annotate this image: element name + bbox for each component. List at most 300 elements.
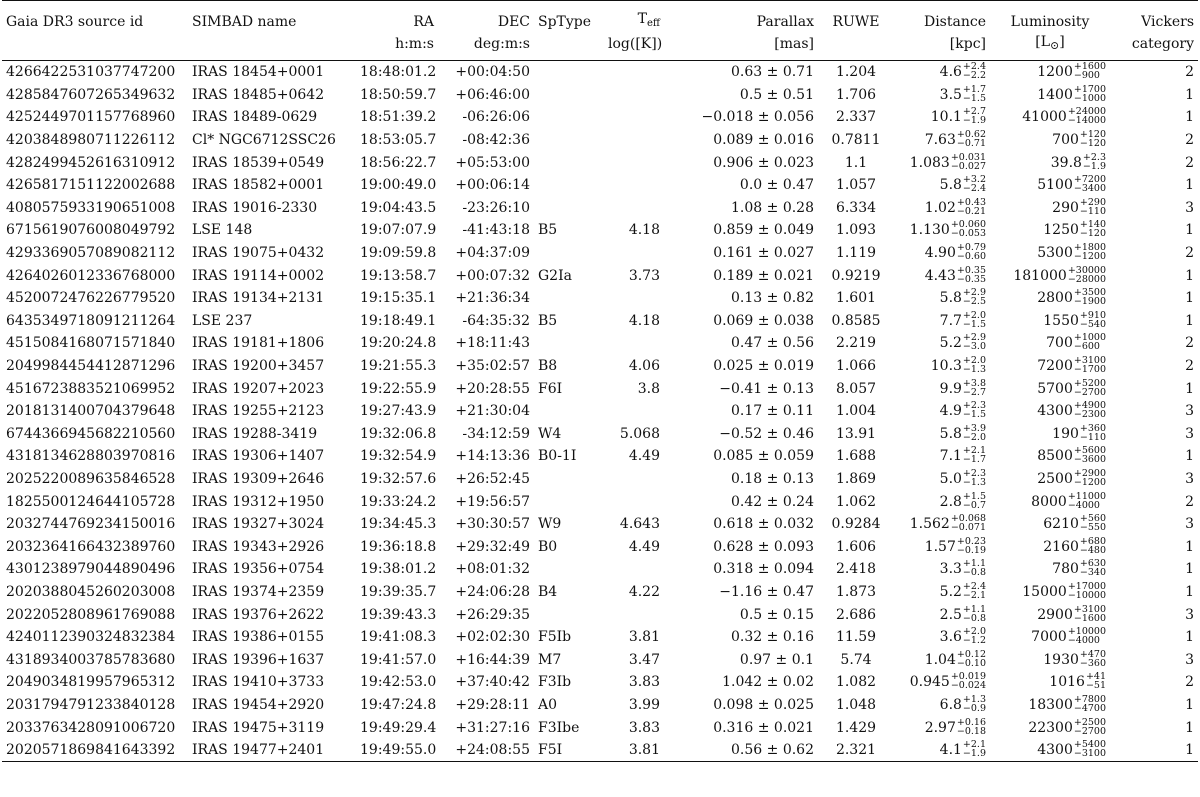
cell-teff: 3.83 [628, 674, 660, 691]
cell-ra: 19:41:57.0 [360, 651, 437, 668]
cell-luminosity-errors [1074, 85, 1106, 103]
unit-lum-pre: [L [1035, 34, 1051, 50]
cell-luminosity-errors [1080, 424, 1106, 442]
cell-distance-lower-error: −0.35 [956, 273, 986, 285]
cell-teff [604, 490, 664, 513]
cell-distance-errors [963, 695, 986, 713]
cell-distance-errors [951, 514, 986, 532]
cell-teff [604, 61, 664, 84]
cell-gaia-id: 4318934003785783680 [6, 651, 176, 668]
cell-teff [604, 197, 664, 220]
cell-luminosity-value: 780 [1052, 561, 1079, 578]
cell-gaia-id: 4080575933190651008 [6, 199, 176, 216]
cell-distance-value: 3.5 [939, 86, 962, 103]
header-teff-sub: eff [646, 18, 660, 29]
cell-luminosity-upper-error: +140 [1079, 219, 1106, 231]
cell-luminosity-lower-error: −4000 [1067, 499, 1100, 511]
cell-distance-upper-error: +2.1 [962, 445, 986, 457]
cell-distance-upper-error: +0.12 [956, 648, 986, 660]
cell-distance-value: 4.9 [939, 403, 962, 420]
cell-distance-upper-error: +2.0 [962, 626, 986, 638]
cell-luminosity-upper-error: +120 [1079, 129, 1106, 141]
cell-vickers: 1 [1185, 583, 1194, 600]
cell-dec: +18:11:43 [455, 335, 530, 352]
cell-luminosity-value: 1550 [1043, 312, 1079, 329]
cell-teff: 4.643 [619, 516, 660, 533]
cell-luminosity [990, 197, 1110, 220]
cell-parallax: 0.318 ± 0.094 [713, 561, 814, 578]
cell-ruwe: 0.8585 [831, 312, 881, 329]
cell-luminosity [990, 84, 1110, 107]
cell-vickers: 3 [1185, 403, 1194, 420]
cell-luminosity-upper-error: +360 [1079, 422, 1106, 434]
cell-distance-value: 1.083 [909, 154, 950, 171]
cell-distance-errors [963, 379, 986, 397]
cell-ruwe: 2.418 [835, 561, 877, 578]
cell-vickers: 3 [1185, 606, 1194, 623]
cell-parallax: 0.098 ± 0.025 [713, 696, 814, 713]
cell-distance-errors [963, 605, 986, 623]
cell-distance [894, 129, 990, 152]
cell-distance-lower-error: −1.5 [962, 409, 986, 421]
cell-simbad-name: IRAS 19327+3024 [192, 516, 325, 533]
cell-distance-errors [957, 266, 986, 284]
cell-ra: 18:48:01.2 [360, 64, 437, 81]
cell-ruwe: 1.004 [835, 403, 877, 420]
cell-gaia-id: 2049984454412871296 [6, 358, 176, 375]
cell-luminosity-value: 2500 [1037, 470, 1073, 487]
cell-distance-lower-error: −1.2 [962, 635, 986, 647]
cell-luminosity-lower-error: −540 [1079, 318, 1106, 330]
cell-gaia-id: 4266422531037747200 [6, 64, 176, 81]
cell-gaia-id: 4282499452616310912 [6, 154, 176, 171]
cell-distance-value: 10.1 [930, 109, 962, 126]
cell-distance-value: 5.8 [939, 290, 962, 307]
cell-ruwe: 13.91 [835, 425, 877, 442]
cell-luminosity-value: 5300 [1037, 245, 1073, 262]
cell-luminosity-lower-error: −110 [1079, 205, 1106, 217]
cell-ra: 19:22:55.9 [360, 380, 437, 397]
cell-luminosity-lower-error: −120 [1079, 138, 1106, 150]
cell-simbad-name: LSE 148 [192, 222, 253, 239]
cell-parallax: −1.16 ± 0.47 [719, 583, 814, 600]
cell-luminosity-upper-error: +1000 [1073, 332, 1106, 344]
table-row [2, 535, 1198, 558]
cell-distance [894, 174, 990, 197]
cell-distance-value: 5.0 [939, 470, 962, 487]
table-row [2, 129, 1198, 152]
cell-luminosity [990, 264, 1110, 287]
cell-distance-errors [963, 85, 986, 103]
cell-distance-lower-error: −0.053 [950, 228, 986, 240]
cell-distance-errors [963, 107, 986, 125]
cell-simbad-name: IRAS 19200+3457 [192, 358, 325, 375]
header-teff-main: T [637, 11, 647, 27]
cell-simbad-name: IRAS 18489-0629 [192, 109, 318, 126]
cell-distance-lower-error: −0.027 [950, 160, 986, 172]
table-row [2, 558, 1198, 581]
cell-sptype: F5I [538, 742, 563, 759]
cell-sptype [534, 603, 604, 626]
cell-simbad-name: IRAS 19016-2330 [192, 199, 318, 216]
unit-dec: deg:m:s [473, 36, 530, 52]
cell-luminosity-lower-error: −51 [1085, 680, 1106, 692]
cell-distance-upper-error: +2.4 [962, 61, 986, 73]
cell-sptype [534, 400, 604, 423]
cell-vickers: 1 [1185, 177, 1194, 194]
cell-distance-lower-error: −0.10 [956, 657, 986, 669]
cell-dec: +21:30:04 [455, 403, 530, 420]
cell-ra: 19:47:24.8 [360, 696, 437, 713]
cell-sptype: B0 [538, 538, 558, 555]
cell-sptype [534, 84, 604, 107]
cell-distance-value: 1.02 [924, 199, 956, 216]
cell-simbad-name: IRAS 19309+2646 [192, 470, 325, 487]
cell-distance-errors [957, 650, 986, 668]
cell-ra: 19:41:08.3 [360, 629, 437, 646]
cell-luminosity-value: 1400 [1037, 86, 1073, 103]
cell-sptype: M7 [538, 651, 562, 668]
cell-gaia-id: 4293369057089082112 [6, 245, 176, 262]
cell-luminosity-value: 190 [1052, 425, 1079, 442]
cell-luminosity-value: 1250 [1043, 222, 1079, 239]
cell-vickers: 2 [1185, 64, 1194, 81]
cell-luminosity-upper-error: +5400 [1073, 739, 1106, 751]
table-row [2, 626, 1198, 649]
cell-distance-value: 3.6 [939, 629, 962, 646]
cell-ra: 19:49:55.0 [360, 742, 437, 759]
cell-luminosity-errors [1074, 333, 1106, 351]
cell-vickers: 1 [1185, 109, 1194, 126]
cell-luminosity-upper-error: +5600 [1073, 445, 1106, 457]
cell-distance-lower-error: −1.7 [962, 454, 986, 466]
header-luminosity: Luminosity [1010, 13, 1090, 30]
cell-vickers: 2 [1185, 335, 1194, 352]
cell-distance-errors [963, 582, 986, 600]
header-distance: Distance [923, 13, 986, 30]
cell-luminosity-errors [1068, 492, 1106, 510]
cell-distance [894, 445, 990, 468]
cell-luminosity-errors [1080, 514, 1106, 532]
table-row [2, 332, 1198, 355]
cell-luminosity-upper-error: +1800 [1073, 242, 1106, 254]
cell-luminosity-lower-error: −120 [1079, 228, 1106, 240]
cell-distance-upper-error: +2.3 [962, 400, 986, 412]
cell-teff [604, 603, 664, 626]
cell-luminosity [990, 468, 1110, 491]
cell-simbad-name: LSE 237 [192, 312, 253, 329]
cell-dec: +14:13:36 [455, 448, 530, 465]
cell-ruwe: 1.066 [835, 358, 877, 375]
cell-dec: +04:37:09 [455, 245, 530, 262]
cell-vickers: 2 [1185, 358, 1194, 375]
cell-ruwe: 1.606 [835, 538, 877, 555]
cell-vickers: 1 [1185, 561, 1194, 578]
cell-luminosity-value: 700 [1046, 335, 1073, 352]
cell-vickers: 1 [1185, 696, 1194, 713]
table-row [2, 581, 1198, 604]
cell-luminosity-upper-error: +2500 [1073, 716, 1106, 728]
cell-distance-errors [957, 537, 986, 555]
cell-distance-errors [963, 492, 986, 510]
cell-parallax: 0.5 ± 0.15 [739, 606, 814, 623]
cell-simbad-name: Cl* NGC6712SSC26 [192, 132, 336, 149]
cell-gaia-id: 1825500124644105728 [6, 493, 176, 510]
cell-luminosity-errors [1068, 107, 1106, 125]
cell-ra: 19:15:35.1 [360, 290, 437, 307]
cell-distance-upper-error: +0.62 [956, 129, 986, 141]
cell-gaia-id: 2022052808961769088 [6, 606, 176, 623]
cell-gaia-id: 4318134628803970816 [6, 448, 176, 465]
cell-distance-errors [963, 401, 986, 419]
cell-simbad-name: IRAS 19386+0155 [192, 629, 325, 646]
cell-sptype: W9 [538, 516, 562, 533]
cell-sptype: B8 [538, 358, 558, 375]
cell-distance [894, 106, 990, 129]
cell-luminosity-value: 1016 [1049, 674, 1085, 691]
cell-luminosity-upper-error: +1700 [1073, 83, 1106, 95]
cell-luminosity [990, 106, 1110, 129]
cell-distance [894, 603, 990, 626]
cell-sptype: B5 [538, 312, 558, 329]
cell-distance-lower-error: −2.1 [962, 589, 986, 601]
cell-simbad-name: IRAS 19454+2920 [192, 696, 325, 713]
cell-distance [894, 513, 990, 536]
cell-distance [894, 61, 990, 84]
cell-gaia-id: 4265817151122002688 [6, 177, 176, 194]
cell-luminosity-value: 1930 [1043, 651, 1079, 668]
cell-parallax: 0.47 ± 0.56 [731, 335, 814, 352]
unit-sptype-empty [534, 33, 604, 61]
cell-gaia-id: 2031794791233840128 [6, 696, 176, 713]
cell-luminosity-lower-error: −2700 [1073, 386, 1106, 398]
cell-distance [894, 219, 990, 242]
header-dec: DEC [497, 13, 530, 30]
cell-parallax: 0.906 ± 0.023 [713, 154, 814, 171]
cell-gaia-id: 4264026012336768000 [6, 267, 176, 284]
cell-teff [604, 332, 664, 355]
cell-distance-errors [963, 740, 986, 758]
cell-ra: 19:20:24.8 [360, 335, 437, 352]
cell-sptype [534, 242, 604, 265]
table-row [2, 694, 1198, 717]
cell-gaia-id: 4515084168071571840 [6, 335, 176, 352]
cell-ra: 18:51:39.2 [360, 109, 437, 126]
cell-dec: +21:36:34 [455, 290, 530, 307]
cell-distance-value: 1.57 [924, 538, 956, 555]
cell-gaia-id: 2020571869841643392 [6, 742, 176, 759]
cell-teff [604, 468, 664, 491]
cell-distance [894, 242, 990, 265]
cell-ruwe: 1.869 [835, 470, 877, 487]
cell-distance-upper-error: +0.068 [950, 513, 986, 525]
cell-luminosity-lower-error: −2300 [1073, 409, 1106, 421]
cell-vickers: 1 [1185, 448, 1194, 465]
cell-luminosity [990, 151, 1110, 174]
cell-teff [604, 287, 664, 310]
cell-dec: +26:52:45 [455, 470, 530, 487]
cell-dec: +16:44:39 [455, 651, 530, 668]
cell-luminosity-value: 7000 [1031, 629, 1067, 646]
cell-gaia-id: 4520072476226779520 [6, 290, 176, 307]
cell-distance-value: 4.90 [924, 245, 956, 262]
cell-distance-lower-error: −0.7 [962, 499, 986, 511]
cell-distance-upper-error: +2.4 [962, 580, 986, 592]
cell-parallax: 0.189 ± 0.021 [713, 267, 814, 284]
cell-ra: 19:00:49.0 [360, 177, 437, 194]
cell-luminosity-lower-error: −1700 [1073, 364, 1106, 376]
cell-dec: -34:12:59 [462, 425, 530, 442]
cell-luminosity-lower-error: −4700 [1073, 702, 1106, 714]
cell-luminosity [990, 671, 1110, 694]
cell-luminosity-upper-error: +41 [1085, 671, 1106, 683]
cell-luminosity [990, 603, 1110, 626]
cell-teff: 4.49 [628, 538, 660, 555]
cell-luminosity-errors [1074, 379, 1106, 397]
table-row [2, 603, 1198, 626]
cell-distance-upper-error: +0.23 [956, 535, 986, 547]
cell-distance-upper-error: +0.35 [956, 264, 986, 276]
cell-distance-value: 1.562 [909, 516, 950, 533]
cell-parallax: 0.085 ± 0.059 [713, 448, 814, 465]
cell-ruwe: 1.873 [835, 583, 877, 600]
cell-luminosity-errors [1083, 153, 1106, 171]
table-header [2, 1, 1198, 61]
cell-simbad-name: IRAS 19374+2359 [192, 583, 325, 600]
cell-distance-errors [957, 130, 986, 148]
cell-parallax: −0.018 ± 0.056 [701, 109, 814, 126]
cell-distance-lower-error: −0.8 [962, 567, 986, 579]
cell-dec: +05:53:00 [455, 154, 530, 171]
cell-distance-lower-error: −2.0 [962, 431, 986, 443]
cell-distance-lower-error: −1.5 [962, 318, 986, 330]
table-row [2, 310, 1198, 333]
cell-distance-errors [963, 288, 986, 306]
unit-teff: log([K]) [608, 36, 663, 52]
cell-luminosity-lower-error: −3600 [1073, 454, 1106, 466]
cell-distance-value: 1.130 [909, 222, 950, 239]
cell-luminosity-upper-error: +560 [1079, 513, 1106, 525]
cell-simbad-name: IRAS 19376+2622 [192, 606, 325, 623]
cell-ra: 19:49:29.4 [360, 719, 437, 736]
cell-ra: 19:09:59.8 [360, 245, 437, 262]
cell-distance-upper-error: +3.9 [962, 422, 986, 434]
cell-teff [604, 242, 664, 265]
cell-distance-errors [957, 198, 986, 216]
cell-luminosity-lower-error: −1600 [1073, 612, 1106, 624]
header-sptype: SpType [538, 13, 592, 30]
table-row [2, 423, 1198, 446]
cell-luminosity [990, 581, 1110, 604]
cell-dec: -08:42:36 [462, 132, 530, 149]
cell-distance-lower-error: −0.19 [956, 544, 986, 556]
cell-distance-upper-error: +2.9 [962, 332, 986, 344]
cell-luminosity-errors [1080, 559, 1106, 577]
cell-gaia-id: 2032744769234150016 [6, 516, 176, 533]
cell-luminosity-errors [1080, 130, 1106, 148]
cell-teff: 3.83 [628, 719, 660, 736]
cell-teff [604, 84, 664, 107]
table-row [2, 174, 1198, 197]
cell-gaia-id: 4203848980711226112 [6, 132, 176, 149]
cell-distance-value: 4.6 [939, 64, 962, 81]
table-body [2, 61, 1198, 762]
unit-gaia-empty [2, 33, 188, 61]
cell-distance-errors [951, 672, 986, 690]
cell-ra: 19:39:43.3 [360, 606, 437, 623]
cell-distance-lower-error: −1.3 [962, 476, 986, 488]
cell-distance [894, 377, 990, 400]
cell-distance-value: 5.8 [939, 177, 962, 194]
table-row [2, 513, 1198, 536]
cell-luminosity-errors [1068, 266, 1106, 284]
cell-ruwe: 1.093 [835, 222, 877, 239]
table-row [2, 445, 1198, 468]
cell-vickers: 3 [1185, 651, 1194, 668]
cell-distance-lower-error: −0.18 [956, 725, 986, 737]
table-row [2, 468, 1198, 491]
cell-luminosity-errors [1074, 356, 1106, 374]
cell-parallax: 0.618 ± 0.032 [713, 516, 814, 533]
cell-ra: 19:42:53.0 [360, 674, 437, 691]
cell-dec: +35:02:57 [455, 358, 530, 375]
cell-ra: 19:13:58.7 [360, 267, 437, 284]
cell-distance-value: 7.63 [924, 132, 956, 149]
cell-ra: 19:18:49.1 [360, 312, 437, 329]
cell-vickers: 1 [1185, 629, 1194, 646]
cell-teff: 3.81 [628, 629, 660, 646]
cell-vickers: 1 [1185, 312, 1194, 329]
cell-distance-value: 1.04 [924, 651, 956, 668]
unit-distance: [kpc] [949, 36, 986, 52]
unit-lum-post: ] [1059, 34, 1065, 50]
cell-luminosity [990, 716, 1110, 739]
cell-distance [894, 423, 990, 446]
cell-distance-lower-error: −2.5 [962, 296, 986, 308]
cell-sptype [534, 490, 604, 513]
cell-distance-lower-error: −0.60 [956, 251, 986, 263]
cell-ruwe: 1.048 [835, 696, 877, 713]
cell-luminosity-lower-error: −4000 [1067, 635, 1100, 647]
cell-sptype [534, 287, 604, 310]
unit-luminosity [990, 33, 1110, 61]
cell-luminosity-value: 2900 [1037, 606, 1073, 623]
cell-luminosity-errors [1074, 605, 1106, 623]
cell-parallax: −0.41 ± 0.13 [719, 380, 814, 397]
cell-distance [894, 716, 990, 739]
cell-simbad-name: IRAS 19306+1407 [192, 448, 325, 465]
cell-luminosity-errors [1080, 650, 1106, 668]
cell-teff: 4.18 [628, 312, 660, 329]
table-row [2, 219, 1198, 242]
cell-luminosity [990, 61, 1110, 84]
cell-luminosity-value: 8500 [1037, 448, 1073, 465]
cell-luminosity [990, 242, 1110, 265]
cell-dec: +24:08:55 [455, 742, 530, 759]
cell-distance-upper-error: +0.060 [950, 219, 986, 231]
cell-luminosity-lower-error: −1900 [1073, 296, 1106, 308]
cell-distance-lower-error: −2.7 [962, 386, 986, 398]
cell-distance-lower-error: −2.4 [962, 183, 986, 195]
cell-simbad-name: IRAS 19343+2926 [192, 538, 325, 555]
cell-dec: +37:40:42 [455, 674, 530, 691]
cell-vickers: 1 [1185, 222, 1194, 239]
cell-luminosity-upper-error: +910 [1079, 309, 1106, 321]
cell-ruwe: 1.429 [835, 719, 877, 736]
cell-parallax: 0.42 ± 0.24 [731, 493, 814, 510]
cell-distance-lower-error: −1.9 [962, 748, 986, 760]
cell-luminosity-errors [1074, 401, 1106, 419]
